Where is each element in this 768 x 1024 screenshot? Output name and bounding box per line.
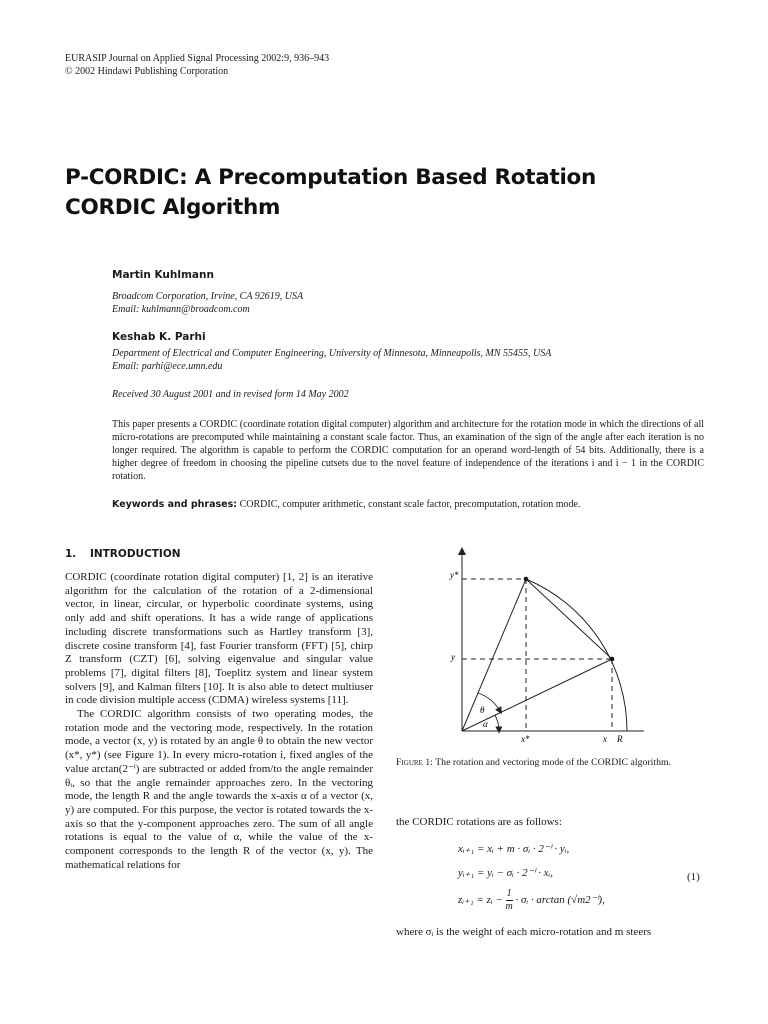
journal-citation: EURASIP Journal on Applied Signal Processing 2002:9, 936–943	[65, 53, 330, 64]
fraction-denominator: m	[505, 901, 513, 912]
equation-1: xᵢ₊₁ = xᵢ + m · σᵢ · 2⁻ⁱ · yᵢ,	[458, 843, 570, 855]
equation-lead: the CORDIC rotations are as follows:	[396, 816, 562, 828]
rotated-vector	[462, 579, 526, 731]
label-y: y	[451, 652, 455, 662]
chord-line	[526, 579, 612, 659]
label-x-star: x*	[521, 734, 530, 744]
label-R: R	[617, 734, 623, 744]
figure-caption	[396, 756, 704, 770]
title-line-1: P-CORDIC: A Precomputation Based Rotation	[65, 165, 596, 190]
copyright-line: © 2002 Hindawi Publishing Corporation	[65, 66, 229, 77]
section-heading	[65, 548, 181, 560]
author-name-2: Keshab K. Parhi	[112, 331, 206, 343]
caption-text: The rotation and vectoring mode of the CORDIC algorithm.	[435, 757, 672, 768]
section-number: 1.	[65, 548, 77, 560]
keywords-label: Keywords and phrases:	[112, 499, 238, 510]
body-paragraph-1: CORDIC (coordinate rotation digital computer) [1, 2] is an iterative algorithm for the calculation of the rotation of a 2-dimensional vector, in linear, circular, or hyperbolic coordinate systems, using only add and shift operations. It has a wide range of applications including discrete transformations such as Hartley transform [3], discrete cosine transform [4], fast Fourier transform (FFT) [5], chirp Z transform (CZT) [6], solving eigenvalue and singular value problems [7], digital filters [8], Toeplitz system and linear system solvers [9], and Kalman filters [10]. It is also able to detect multiuser in code division multiple access (CDMA) wireless systems [11].	[65, 571, 373, 707]
author-affiliation-1	[112, 290, 303, 316]
caption-prefix: Figure 1:	[396, 757, 433, 768]
label-y-star: y*	[450, 570, 459, 580]
fraction-numerator: 1	[506, 888, 512, 899]
left-column-body	[65, 571, 373, 872]
affiliation-text-2: Department of Electrical and Computer Engineering, University of Minnesota, Minneapolis, MN 55455, USA	[112, 348, 552, 359]
body-paragraph-2: The CORDIC algorithm consists of two operating modes, the rotation mode and the vectoring mode, respectively. In the rotation mode, a vector (x, y) is rotated by an angle θ to obtain the new vector (x*, y*) (see Figure 1). In every micro-rotation i, fixed angles of the value arctan(2⁻ⁱ) are subtracted or added from/to the angle remainder θᵢ, so that the angle remainder approaches zero. In the vectoring mode, the length R and the angle towards the x-axis α of a vector (x, y) are computed. For this purpose, the vector is rotated towards the x-axis so that the y-component approaches zero. The sum of all angle rotations is equal to the value of α, while the value of the x-component corresponds to the length R of the vector (x, y). The mathematical relations for	[65, 708, 373, 871]
equation-3	[458, 888, 605, 913]
title-line-2: CORDIC Algorithm	[65, 195, 281, 220]
email-2[interactable]: Email: parhi@ece.umn.edu	[112, 361, 223, 372]
label-x: x	[603, 734, 607, 744]
received-date: Received 30 August 2001 and in revised form 14 May 2002	[112, 389, 349, 400]
alpha-arc	[495, 715, 499, 730]
affiliation-text-1: Broadcom Corporation, Irvine, CA 92619, USA	[112, 291, 304, 302]
keywords	[112, 499, 704, 510]
equation-3-fraction	[506, 888, 513, 913]
abstract: This paper presents a CORDIC (coordinate rotation digital computer) algorithm and architecture for the rotation mode in which the directions of all micro-rotations are precomputed while maintaining a constant scale factor. Thus, an examination of the sign of the angle after each iteration is no longer required. The algorithm is capable to perform the CORDIC computation for an operand word-length of 54 bits. Additionally, there is a higher degree of freedom in choosing the pipeline cutsets due to the novel feature of independence of the iterations i and i − 1 in the CORDIC rotation.	[112, 419, 704, 482]
figure-1-diagram	[440, 545, 650, 750]
equation-trailing-text: where σᵢ is the weight of each micro-rotation and m steers	[396, 926, 652, 938]
label-theta: θ	[480, 705, 485, 715]
paper-title	[65, 163, 596, 223]
section-title: INTRODUCTION	[89, 548, 181, 560]
author-affiliation-2	[112, 347, 551, 373]
email-1[interactable]: Email: kuhlmann@broadcom.com	[112, 304, 250, 315]
equation-number: (1)	[687, 871, 700, 883]
equation-2: yᵢ₊₁ = yᵢ − σᵢ · 2⁻ⁱ · xᵢ,	[458, 867, 554, 879]
journal-header	[65, 52, 329, 78]
author-name-1: Martin Kuhlmann	[112, 269, 214, 281]
equation-3-rhs: · σᵢ · arctan (√m2⁻ⁱ),	[515, 894, 605, 907]
keywords-text: CORDIC, computer arithmetic, constant scale factor, precomputation, rotation mode.	[239, 499, 581, 510]
label-alpha: α	[483, 719, 488, 729]
equation-3-lhs: zᵢ₊₁ = zᵢ −	[458, 894, 503, 907]
